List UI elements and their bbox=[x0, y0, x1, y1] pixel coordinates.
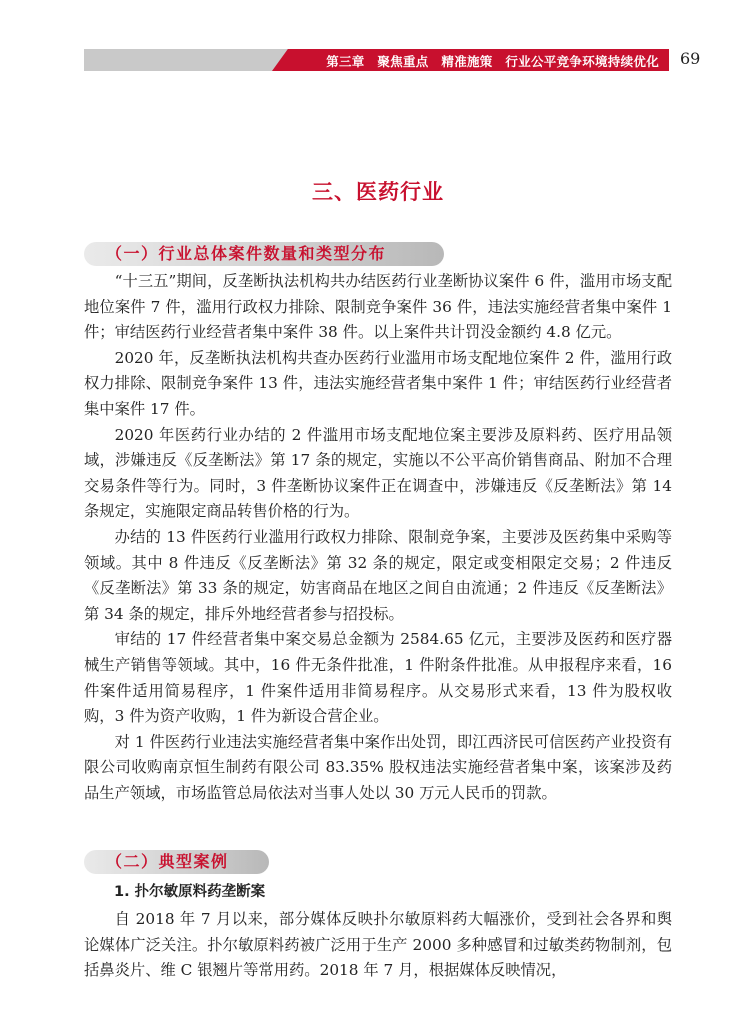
paragraph: “十三五”期间，反垄断执法机构共办结医药行业垄断协议案件 6 件，滥用市场支配地位案件 7 件，滥用行政权力排除、限制竞争案件 36 件，违法实施经营者集中案件 1 件；审结医药行业经营者集中案件 38 件。以上案件共计罚没金额约 4.8 亿元。 bbox=[84, 272, 672, 342]
paragraph: 自 2018 年 7 月以来，部分媒体反映扑尔敏原料药大幅涨价，受到社会各界和舆论媒体广泛关注。扑尔敏原料药被广泛用于生产 2000 多种感冒和过敏类药物制剂，包括鼻炎片、维 C 银翘片等常用药。2018 年 7 月，根据媒体反映情况， bbox=[84, 910, 672, 980]
paragraph: 办结的 13 件医药行业滥用行政权力排除、限制竞争案，主要涉及医药集中采购等领域。其中 8 件违反《反垄断法》第 32 条的规定，限定或变相限定交易；2 件违反《反垄断法》第 33 条的规定，妨害商品在地区之间自由流通；2 件违反《反垄断法》第 34 条的规定，排斥外地经营者参与招投标。 bbox=[84, 527, 672, 623]
subsection-heading-1: （一）行业总体案件数量和类型分布 bbox=[84, 242, 444, 266]
paragraph: 2020 年医药行业办结的 2 件滥用市场支配地位案主要涉及原料药、医疗用品领域，涉嫌违反《反垄断法》第 17 条的规定，实施以不公平高价销售商品、附加不合理交易条件等行为。同时，3 件垄断协议案件正在调查中，涉嫌违反《反垄断法》第 14 条规定，实施限定商品转售价格的行为。 bbox=[84, 425, 672, 521]
case-title: 1. 扑尔敏原料药垄断案 bbox=[114, 884, 266, 900]
paragraph: 对 1 件医药行业违法实施经营者集中案作出处罚，即江西济民可信医药产业投资有限公司收购南京恒生制药有限公司 83.35% 股权违法实施经营者集中案，该案涉及药品生产领域，市场监管总局依法对当事人处以 30 万元人民币的罚款。 bbox=[84, 732, 672, 802]
subsection-heading-2: （二）典型案例 bbox=[84, 850, 269, 874]
chapter-title: 第三章 聚焦重点 精准施策 行业公平竞争环境持续优化 bbox=[326, 54, 659, 69]
paragraph: 审结的 17 件经营者集中案交易总金额为 2584.65 亿元，主要涉及医药和医疗器械生产销售等领域。其中，16 件无条件批准，1 件附条件批准。从申报程序来看，16 件案件适用简易程序，1 件案件适用非简易程序。从交易形式来看，13 件为股权收购，3 件为资产收购，1 件为新设合营企业。 bbox=[84, 630, 672, 726]
paragraph: 2020 年，反垄断执法机构共查办医药行业滥用市场支配地位案件 2 件，滥用行政权力排除、限制竞争案件 13 件，违法实施经营者集中案件 1 件；审结医药行业经营者集中案件 17 件。 bbox=[84, 348, 672, 418]
header-gray-band bbox=[84, 49, 294, 71]
chapter-header-bar bbox=[84, 49, 669, 71]
body-text-2 bbox=[84, 907, 672, 984]
page-number: 69 bbox=[680, 49, 701, 68]
section-title: 三、医药行业 bbox=[312, 179, 444, 204]
body-text-1 bbox=[84, 269, 672, 806]
